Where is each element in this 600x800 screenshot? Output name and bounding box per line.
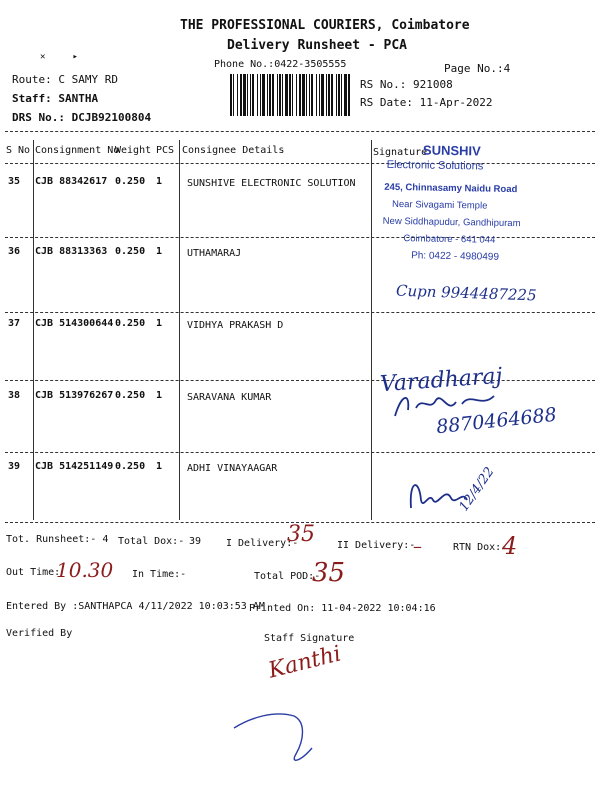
divider [5, 131, 595, 132]
signature-row39-date: 12/4/22 [456, 464, 498, 515]
rtn-dox-label: RTN Dox:- [453, 542, 508, 553]
runsheet-title: Delivery Runsheet - PCA [227, 38, 408, 53]
row-divider [5, 312, 595, 313]
signature-row38-phone: 8870464688 [435, 403, 558, 439]
stamp-line: Coimbatore - 641 044 [403, 233, 496, 246]
row-consignment: CJB 514251149 [35, 461, 114, 472]
tot-runsheet: Tot. Runsheet:- 4 [6, 534, 109, 545]
row-pcs: 1 [156, 176, 163, 187]
row-sno: 35 [8, 176, 21, 187]
rs-number: RS No.: 921008 [360, 78, 453, 91]
row-weight: 0.250 [115, 176, 146, 187]
stamp-line: 245, Chinnasamy Naidu Road [384, 181, 518, 196]
row-consignee: SARAVANA KUMAR [187, 392, 272, 403]
row-sno: 36 [8, 246, 21, 257]
stamp-line: SUNSHIV [422, 142, 481, 159]
printed-on: Printed On: 11-04-2022 10:04:16 [249, 603, 436, 614]
route: Route: C SAMY RD [12, 73, 118, 86]
ii-delivery-label: II Delivery:- [337, 540, 416, 551]
row-consignee: VIDHYA PRAKASH D [187, 320, 284, 331]
row-pcs: 1 [156, 246, 163, 257]
ii-delivery-value: – [413, 536, 422, 557]
row-weight: 0.250 [115, 390, 146, 401]
row-sno: 38 [8, 390, 21, 401]
in-time-label: In Time:- [132, 569, 187, 580]
drs-number: DRS No.: DCJB92100804 [12, 111, 152, 124]
stamp-line: New Siddhapudur, Gandhipuram [382, 215, 521, 230]
row-consignment: CJB 513976267 [35, 390, 114, 401]
row-pcs: 1 [156, 390, 163, 401]
signature-row36: Cupn 9944487225 [395, 281, 537, 305]
stamp-line: Ph: 0422 - 4980499 [411, 250, 500, 263]
row-weight: 0.250 [115, 246, 146, 257]
row-weight: 0.250 [115, 461, 146, 472]
row-consignment: CJB 514300644 [35, 318, 114, 329]
row-weight: 0.250 [115, 318, 146, 329]
row-pcs: 1 [156, 318, 163, 329]
company-stamp [377, 144, 529, 269]
rtn-dox-value: 4 [502, 532, 518, 560]
total-pod-label: Total POD:- [254, 571, 321, 582]
col-consignment: Consignment No [35, 145, 120, 156]
row-consignee: ADHI VINAYAAGAR [187, 463, 278, 474]
row-pcs: 1 [156, 461, 163, 472]
phone-number: Phone No.:0422-3505555 [214, 59, 347, 70]
signature-row38-name: Varadharaj [379, 363, 504, 398]
staff: Staff: SANTHA [12, 92, 99, 105]
column-rule [33, 140, 34, 520]
row-consignment: CJB 88313363 [35, 246, 108, 257]
col-signature: Signature [373, 147, 428, 158]
verified-by: Verified By [6, 628, 73, 639]
col-consignee: Consignee Details [182, 145, 285, 156]
row-sno: 37 [8, 318, 21, 329]
row-consignee: UTHAMARAJ [187, 248, 242, 259]
pen-stroke [230, 700, 340, 770]
row-sno: 39 [8, 461, 21, 472]
row-divider [5, 380, 595, 381]
rs-date: RS Date: 11-Apr-2022 [360, 96, 493, 109]
total-dox-label: Total Dox:- [118, 536, 185, 547]
total-dox-value: 39 [189, 536, 202, 547]
out-time-label: Out Time: [6, 567, 61, 578]
stamp-line: Near Sivagami Temple [391, 198, 488, 212]
stamp-line: Electronic Solutions [386, 158, 484, 173]
total-pod-value: 35 [312, 558, 346, 588]
col-weight: Weight [115, 145, 152, 156]
row-consignment: CJB 88342617 [35, 176, 108, 187]
staff-signature-label: Staff Signature [264, 633, 355, 644]
row-divider [5, 452, 595, 453]
i-delivery-value: 35 [287, 522, 315, 547]
company-name: THE PROFESSIONAL COURIERS, Coimbatore [180, 18, 470, 33]
entered-by: Entered By :SANTHAPCA 4/11/2022 10:03:53 AM [6, 601, 265, 612]
column-rule [179, 140, 180, 520]
col-sno: S No [6, 145, 31, 156]
column-rule [371, 140, 372, 520]
row-consignee: SUNSHIVE ELECTRONIC SOLUTION [187, 178, 356, 189]
col-pcs: PCS [156, 145, 175, 156]
out-time-value: 10.30 [56, 558, 114, 582]
scribble-mark: ✕ ▸ [40, 52, 78, 62]
i-delivery-label: I Delivery:- [226, 538, 299, 549]
staff-signature: Kanthi [266, 641, 344, 684]
page-number: Page No.:4 [444, 62, 511, 75]
barcode [229, 74, 353, 116]
